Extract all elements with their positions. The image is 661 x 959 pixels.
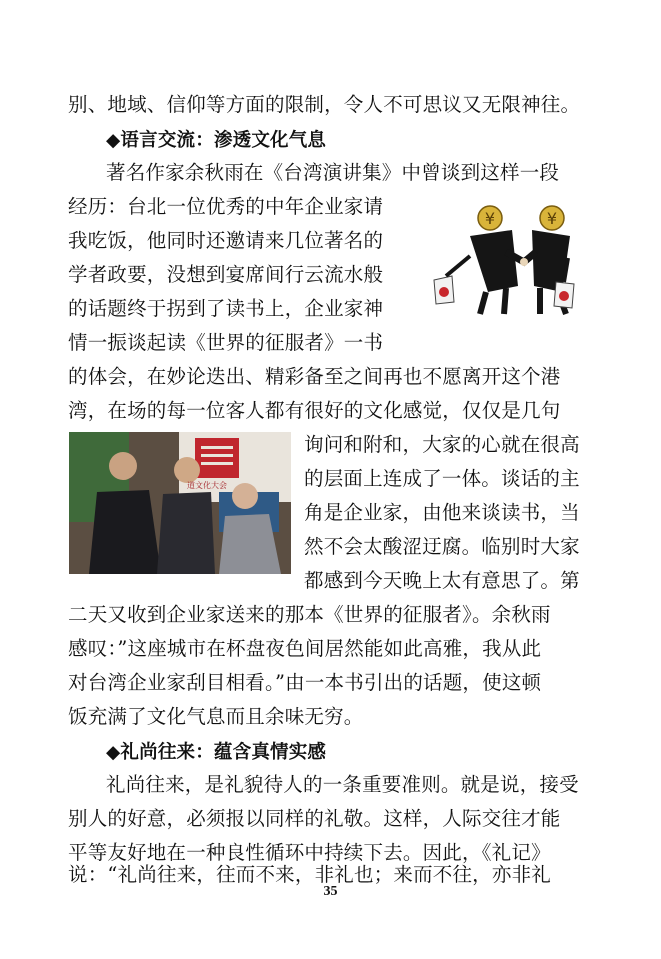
text-line: 湾，在场的每一位客人都有很好的文化感觉，仅仅是几句 <box>68 399 561 422</box>
svg-text:¥: ¥ <box>546 209 558 228</box>
text-line: 然不会太酸涩迂腐。临别时大家 <box>304 535 580 558</box>
text-line: 礼尚往来，是礼貌待人的一条重要准则。就是说，接受 <box>106 773 579 796</box>
text-line: 经历：台北一位优秀的中年企业家请 <box>68 195 384 218</box>
event-photo <box>69 432 291 574</box>
text-line: 我吃饭，他同时还邀请来几位著名的 <box>68 229 384 252</box>
text-line: 别人的好意，必须报以同样的礼敬。这样，人际交往才能 <box>68 807 561 830</box>
text-line: 别、地域、信仰等方面的限制，令人不可思议又无限神往。 <box>68 93 581 116</box>
section-heading: ◆礼尚往来：蕴含真情实感 <box>106 742 327 763</box>
text-line: 二天又收到企业家送来的那本《世界的征服者》。余秋雨 <box>68 603 551 626</box>
text-line: 学者政要，没想到宴席间行云流水般 <box>68 263 384 286</box>
svg-text:¥: ¥ <box>484 209 496 228</box>
text-line: 的话题终于拐到了读书上，企业家神 <box>68 297 384 320</box>
text-line: 的层面上连成了一体。谈话的主 <box>304 467 580 490</box>
text-line: 询问和附和，大家的心就在很高 <box>304 433 580 456</box>
text-line: 著名作家余秋雨在《台湾演讲集》中曾谈到这样一段 <box>106 161 560 184</box>
text-line: 角是企业家，由他来谈读书，当 <box>304 501 580 524</box>
text-line: 饭充满了文化气息而且余味无穷。 <box>68 705 364 728</box>
text-line: 说：“礼尚往来，往而不来，非礼也；来而不往，亦非礼 <box>68 863 551 886</box>
text-line: 的体会，在妙论迭出、精彩备至之间再也不愿离开这个港 <box>68 365 561 388</box>
text-line: 对台湾企业家刮目相看。”由一本书引出的话题，使这顿 <box>68 671 542 694</box>
section-heading: ◆语言交流：渗透文化气息 <box>106 130 327 151</box>
cartoon-illustration <box>428 196 580 322</box>
text-line: 平等友好地在一种良性循环中持续下去。因此，《礼记》 <box>68 841 551 864</box>
photo-banner-text: 道文化大会 <box>187 481 227 490</box>
text-line: 都感到今天晚上太有意思了。第 <box>304 569 580 592</box>
page-number: 35 <box>323 884 338 899</box>
text-line: 情一振谈起读《世界的征服者》一书 <box>68 331 384 354</box>
text-line: 感叹：”这座城市在杯盘夜色间居然能如此高雅，我从此 <box>68 637 542 660</box>
